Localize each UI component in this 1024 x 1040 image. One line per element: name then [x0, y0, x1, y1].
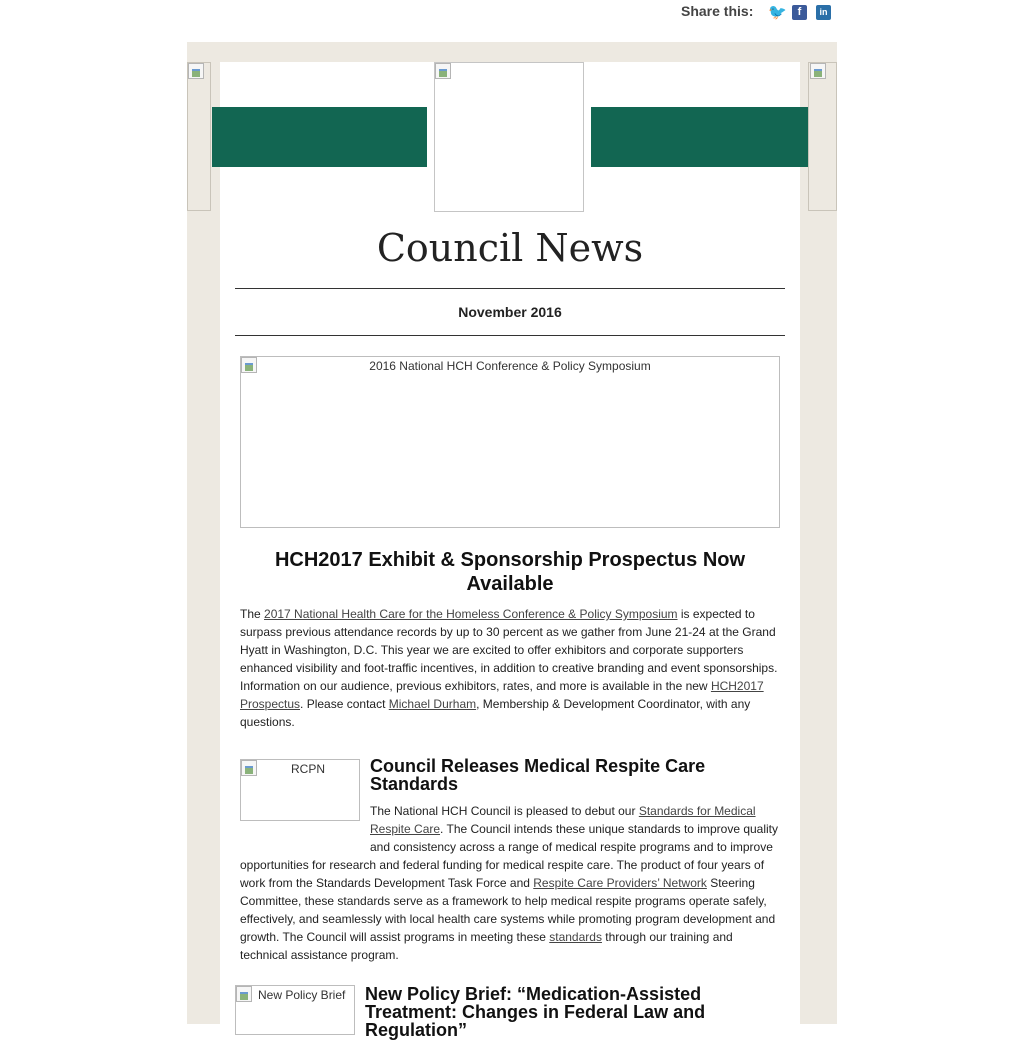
- image-alt-text: RCPN: [291, 762, 326, 776]
- linkedin-icon[interactable]: in: [816, 5, 831, 20]
- float-spacer: [240, 802, 370, 844]
- contact-link[interactable]: Michael Durham: [388, 697, 477, 711]
- article-heading: Council Releases Medical Respite Care Standards: [370, 756, 706, 794]
- right-header-image: [808, 62, 837, 211]
- newsletter-title: Council News: [376, 226, 644, 270]
- body-text: The: [240, 607, 265, 621]
- body-text: . The Council intends these unique standards to improve quality and consistency across a range of medical respite programs and to improve opportunities for research and federal funding for medical respite care. The product of four years of work from the Standards Development Task Force and: [240, 822, 779, 890]
- issue-date: November 2016: [458, 304, 562, 320]
- standards-inline-link[interactable]: standards: [549, 930, 602, 944]
- conference-banner-image[interactable]: [240, 356, 780, 528]
- header-band-left: [212, 107, 427, 167]
- logo-image[interactable]: [434, 62, 584, 212]
- conference-link[interactable]: 2017 National Health Care for the Homeless Conference & Policy Symposium: [264, 607, 678, 621]
- body-text: , Membership & Development Coordinator, with any questions.: [240, 697, 751, 729]
- divider: [235, 335, 785, 336]
- left-header-image: [187, 62, 211, 211]
- article-body: [240, 605, 780, 731]
- body-text: through our training and technical assistance program.: [240, 930, 733, 962]
- body-text: is expected to surpass previous attendance records by up to 30 percent as we gather from June 21-24 at the Grand Hyatt in Washington, D.C. This year we are excited to offer exhibitors and corporate supporters enhanced visibility and foot-traffic incentives, in addition to creative branding and event sponsorships. Information on our audience, previous exhibitors, rates, and more is available in the new: [240, 607, 778, 693]
- share-label: Share this:: [681, 3, 754, 19]
- article-body: [240, 802, 782, 964]
- rcpn-link[interactable]: Respite Care Providers’ Network: [533, 876, 707, 890]
- divider: [235, 288, 785, 289]
- article-heading: HCH2017 Exhibit & Sponsorship Prospectus Now Available: [274, 549, 746, 595]
- image-alt-text: New Policy Brief: [258, 988, 346, 1002]
- broken-image-icon: [241, 760, 257, 776]
- body-text: The National HCH Council is pleased to debut our: [370, 804, 639, 818]
- body-text: Steering Committee, these standards serve as a framework to help medical respite programs operate safely, effectively, and seamlessly with local health care systems while promoting program development and growth. The Council will assist programs in meeting these: [240, 876, 776, 944]
- body-text: . Please contact: [300, 697, 389, 711]
- twitter-icon[interactable]: 🐦: [768, 4, 787, 21]
- header-band-right: [591, 107, 808, 167]
- banner-alt-text: 2016 National HCH Conference & Policy Symposium: [369, 359, 651, 373]
- broken-image-icon: [435, 63, 451, 79]
- broken-image-icon: [236, 986, 252, 1002]
- broken-image-icon: [810, 63, 826, 79]
- broken-image-icon: [188, 63, 204, 79]
- article-heading: New Policy Brief: “Medication-Assisted Treatment: Changes in Federal Law and Regulation”: [365, 984, 706, 1040]
- prospectus-link[interactable]: HCH2017 Prospectus: [240, 679, 764, 711]
- policy-brief-image[interactable]: [235, 985, 355, 1035]
- standards-link[interactable]: Standards for Medical Respite Care: [370, 804, 756, 836]
- facebook-icon[interactable]: f: [792, 5, 807, 20]
